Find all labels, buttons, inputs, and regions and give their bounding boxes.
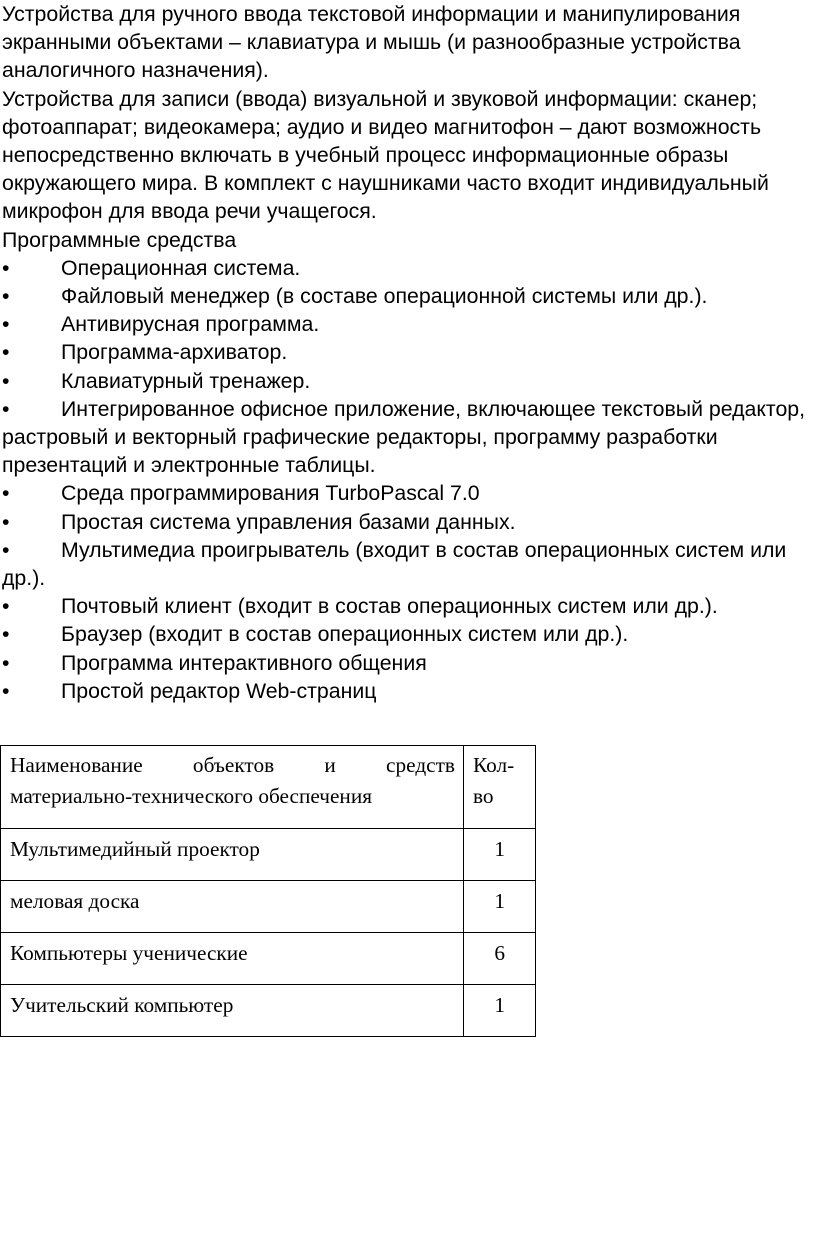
list-item xyxy=(2,479,812,507)
item-qty-cell xyxy=(464,829,536,881)
bullet-marker: • xyxy=(2,312,10,337)
header-name-cell xyxy=(1,746,464,829)
bullet-marker: • xyxy=(2,368,10,393)
bullet-marker: • xyxy=(2,481,10,506)
item-name-cell: Мультимедийный проектор xyxy=(1,829,464,881)
item-qty-cell xyxy=(464,881,536,933)
document-body xyxy=(2,0,812,705)
list-item-text: Интегрированное офисное приложение, включающее текстовый редактор, растровый и векторный графические редакторы, программу разработки презентаций и электронные таблицы. xyxy=(2,396,806,478)
bullet-marker: • xyxy=(2,509,10,534)
list-item xyxy=(2,254,812,282)
list-item xyxy=(2,338,812,366)
equipment-table xyxy=(0,745,536,1037)
list-item xyxy=(2,536,812,592)
list-item-text: Среда программирования TurboPascal 7.0 xyxy=(61,481,480,506)
bullet-marker: • xyxy=(2,537,10,562)
list-item-text: Программа-архиватор. xyxy=(61,340,288,365)
item-qty-value: 6 xyxy=(494,941,505,965)
list-item-text: Операционная система. xyxy=(61,255,301,280)
list-item xyxy=(2,310,812,338)
paragraph-recording-devices: Устройства для записи (ввода) визуальной и звуковой информации: сканер; фотоаппарат; видеокамера; аудио и видео магнитофон – дают возможность непосредственно включать в учебный процесс информационные образы окружающего мира. В комплект с наушниками часто входит индивидуальный микрофон для ввода речи учащегося. xyxy=(2,86,769,224)
list-item xyxy=(2,677,812,705)
list-item xyxy=(2,508,812,536)
bullet-marker: • xyxy=(2,284,10,309)
list-item-text: Программа интерактивного общения xyxy=(61,650,427,675)
software-list xyxy=(2,254,812,705)
list-item xyxy=(2,367,812,395)
bullet-marker: • xyxy=(2,622,10,647)
list-item xyxy=(2,395,812,480)
list-item-text: Клавиатурный тренажер. xyxy=(61,368,311,393)
item-qty-cell xyxy=(464,985,536,1037)
list-item-text: Антивирусная программа. xyxy=(61,312,320,337)
item-qty-value: 1 xyxy=(494,837,505,861)
list-item xyxy=(2,620,812,648)
bullet-marker: • xyxy=(2,678,10,703)
item-name-cell: Компьютеры ученические xyxy=(1,933,464,985)
list-item xyxy=(2,592,812,620)
bullet-marker: • xyxy=(2,594,10,619)
paragraph-input-devices: Устройства для ручного ввода текстовой информации и манипулирования экранными объектами – клавиатура и мышь (и разнообразные устройства аналогичного назначения). xyxy=(2,2,741,83)
header-qty-line-2: во xyxy=(473,784,494,808)
list-item-text: Файловый менеджер (в составе операционной системы или др.). xyxy=(61,284,708,309)
header-qty-cell xyxy=(464,746,536,829)
equipment-table-wrapper xyxy=(0,745,536,1037)
item-qty-value: 1 xyxy=(494,993,505,1017)
bullet-marker: • xyxy=(2,396,10,421)
list-item xyxy=(2,649,812,677)
bullet-marker: • xyxy=(2,340,10,365)
table-row xyxy=(1,985,536,1037)
bullet-marker: • xyxy=(2,255,10,280)
list-item-text: Браузер (входит в состав операционных систем или др.). xyxy=(61,622,629,647)
bullet-marker: • xyxy=(2,650,10,675)
list-item-text: Простой редактор Web-страниц xyxy=(61,678,377,703)
header-name-line-2: материально-технического обеспечения xyxy=(10,784,373,808)
table-row xyxy=(1,933,536,985)
list-item-text: Мультимедиа проигрыватель (входит в состав операционных систем или др.). xyxy=(2,537,787,591)
list-item-text: Почтовый клиент (входит в состав операционных систем или др.). xyxy=(61,594,718,619)
item-qty-value: 1 xyxy=(494,889,505,913)
table-header-row xyxy=(1,746,536,829)
item-qty-cell xyxy=(464,933,536,985)
table-row xyxy=(1,881,536,933)
header-qty-line-1: Кол- xyxy=(473,753,515,777)
list-item-text: Простая система управления базами данных. xyxy=(61,509,516,534)
item-name-cell: Учительский компьютер xyxy=(1,985,464,1037)
software-heading: Программные средства xyxy=(2,227,237,252)
item-name-cell: меловая доска xyxy=(1,881,464,933)
list-item xyxy=(2,282,812,310)
table-row xyxy=(1,829,536,881)
header-name-line-1: Наименование объектов и средств xyxy=(10,753,455,777)
